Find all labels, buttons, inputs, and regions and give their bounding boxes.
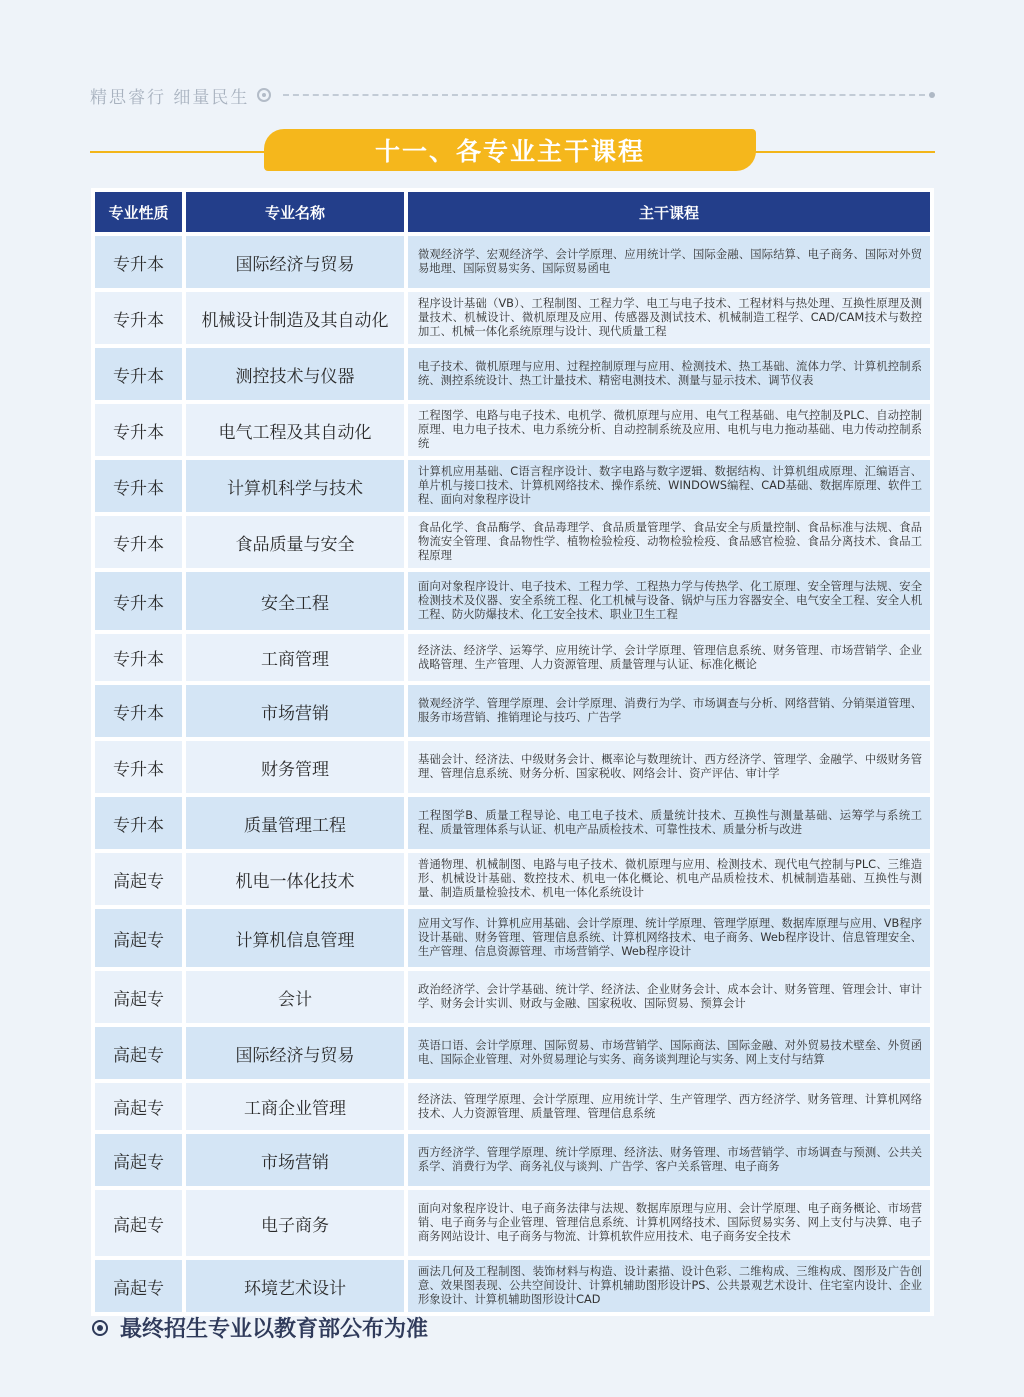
cell-courses: 程序设计基础（VB）、工程制图、工程力学、电工与电子技术、工程材料与热处理、互换性原理及测量技术、机械设计、微机原理及应用、传感器及测试技术、机械制造工程学、CAD/CAM技术与数控加工、机械一体化系统原理与设计、现代质量工程 bbox=[408, 292, 930, 344]
cell-major: 食品质量与安全 bbox=[186, 516, 404, 568]
cell-major: 机械设计制造及其自动化 bbox=[186, 292, 404, 344]
cell-courses: 计算机应用基础、C语言程序设计、数字电路与数字逻辑、数据结构、计算机组成原理、汇编语言、单片机与接口技术、计算机网络技术、操作系统、WINDOWS编程、CAD基础、数据库原理、软件工程、面向对象程序设计 bbox=[408, 460, 930, 512]
header-courses: 主干课程 bbox=[408, 192, 930, 232]
cell-courses: 普通物理、机械制图、电路与电子技术、微机原理与应用、检测技术、现代电气控制与PLC、三维造形、机械设计基础、数控技术、机电一体化概论、机电产品质检技术、机械制造基础、互换性与测量、制造质量检验技术、机电一体化系统设计 bbox=[408, 853, 930, 905]
cell-courses: 工程图学、电路与电子技术、电机学、微机原理与应用、电气工程基础、电气控制及PLC、自动控制原理、电力电子技术、电力系统分析、自动控制系统及应用、电机与电力拖动基础、电力传动控制系统 bbox=[408, 404, 930, 456]
cell-courses: 应用文写作、计算机应用基础、会计学原理、统计学原理、管理学原理、数据库原理与应用、VB程序设计基础、财务管理、管理信息系统、计算机网络技术、电子商务、Web程序设计、信息管理安全、生产管理、信息资源管理、市场营销学、Web程序设计 bbox=[408, 909, 930, 967]
dashed-divider bbox=[283, 94, 925, 96]
cell-type: 专升本 bbox=[95, 572, 182, 630]
table-row bbox=[95, 292, 930, 344]
cell-type: 专升本 bbox=[95, 741, 182, 793]
table-row bbox=[95, 1190, 930, 1256]
cell-type: 高起专 bbox=[95, 909, 182, 967]
cell-courses: 英语口语、会计学原理、国际贸易、市场营销学、国际商法、国际金融、对外贸易技术壁垒、外贸函电、国际企业管理、对外贸易理论与实务、商务谈判理论与实务、网上支付与结算 bbox=[408, 1027, 930, 1079]
cell-type: 高起专 bbox=[95, 1083, 182, 1130]
cell-major: 市场营销 bbox=[186, 685, 404, 737]
cell-courses: 经济法、经济学、运筹学、应用统计学、会计学原理、管理信息系统、财务管理、市场营销学、企业战略管理、生产管理、人力资源管理、质量管理与认证、标准化概论 bbox=[408, 634, 930, 681]
cell-major: 电气工程及其自动化 bbox=[186, 404, 404, 456]
table-row bbox=[95, 971, 930, 1023]
table-row bbox=[95, 909, 930, 967]
course-table bbox=[91, 188, 934, 1316]
cell-major: 工商企业管理 bbox=[186, 1083, 404, 1130]
cell-courses: 微观经济学、管理学原理、会计学原理、消费行为学、市场调查与分析、网络营销、分销渠道管理、服务市场营销、推销理论与技巧、广告学 bbox=[408, 685, 930, 737]
cell-type: 高起专 bbox=[95, 1027, 182, 1079]
cell-major: 计算机信息管理 bbox=[186, 909, 404, 967]
cell-type: 高起专 bbox=[95, 1134, 182, 1186]
cell-type: 专升本 bbox=[95, 404, 182, 456]
cell-major: 财务管理 bbox=[186, 741, 404, 793]
table-row bbox=[95, 685, 930, 737]
cell-major: 国际经济与贸易 bbox=[186, 1027, 404, 1079]
cell-type: 高起专 bbox=[95, 1260, 182, 1312]
cell-courses: 食品化学、食品酶学、食品毒理学、食品质量管理学、食品安全与质量控制、食品标准与法规、食品物流安全管理、食品物性学、植物检验检疫、动物检验检疫、食品感官检验、食品分离技术、食品工程原理 bbox=[408, 516, 930, 568]
header-line bbox=[90, 80, 935, 110]
cell-major: 机电一体化技术 bbox=[186, 853, 404, 905]
table-row bbox=[95, 572, 930, 630]
table-row bbox=[95, 348, 930, 400]
header-major: 专业名称 bbox=[186, 192, 404, 232]
table-row bbox=[95, 460, 930, 512]
cell-courses: 基础会计、经济法、中级财务会计、概率论与数理统计、西方经济学、管理学、金融学、中级财务管理、管理信息系统、财务分析、国家税收、网络会计、资产评估、审计学 bbox=[408, 741, 930, 793]
cell-type: 高起专 bbox=[95, 853, 182, 905]
cell-courses: 工程图学B、质量工程导论、电工电子技术、质量统计技术、互换性与测量基础、运筹学与系统工程、质量管理体系与认证、机电产品质检技术、可靠性技术、质量分析与改进 bbox=[408, 797, 930, 849]
cell-courses: 政治经济学、会计学基础、统计学、经济法、企业财务会计、成本会计、财务管理、管理会计、审计学、财务会计实训、财政与金融、国家税收、国际贸易、预算会计 bbox=[408, 971, 930, 1023]
footnote-text: 最终招生专业以教育部公布为准 bbox=[120, 1317, 429, 1342]
cell-major: 电子商务 bbox=[186, 1190, 404, 1256]
cell-type: 专升本 bbox=[95, 797, 182, 849]
cell-type: 专升本 bbox=[95, 348, 182, 400]
table-row bbox=[95, 404, 930, 456]
cell-courses: 画法几何及工程制图、装饰材料与构造、设计素描、设计色彩、二维构成、三维构成、图形及广告创意、效果图表现、公共空间设计、计算机辅助图形设计PS、公共景观艺术设计、住宅室内设计、企业形象设计、计算机辅助图形设计CAD bbox=[408, 1260, 930, 1312]
cell-major: 计算机科学与技术 bbox=[186, 460, 404, 512]
cell-major: 环境艺术设计 bbox=[186, 1260, 404, 1312]
table-row bbox=[95, 516, 930, 568]
cell-major: 工商管理 bbox=[186, 634, 404, 681]
cell-major: 质量管理工程 bbox=[186, 797, 404, 849]
cell-courses: 西方经济学、管理学原理、统计学原理、经济法、财务管理、市场营销学、市场调查与预测、公共关系学、消费行为学、商务礼仪与谈判、广告学、客户关系管理、电子商务 bbox=[408, 1134, 930, 1186]
cell-courses: 面向对象程序设计、电子商务法律与法规、数据库原理与应用、会计学原理、电子商务概论、市场营销、电子商务与企业管理、管理信息系统、计算机网络技术、国际贸易实务、网上支付与决算、电子商务网站设计、电子商务与物流、计算机软件应用技术、电子商务安全技术 bbox=[408, 1190, 930, 1256]
table-row bbox=[95, 1027, 930, 1079]
cell-major: 测控技术与仪器 bbox=[186, 348, 404, 400]
table-row bbox=[95, 634, 930, 681]
table-row bbox=[95, 741, 930, 793]
cell-major: 市场营销 bbox=[186, 1134, 404, 1186]
section-title: 十一、各专业主干课程 bbox=[264, 129, 756, 171]
table-row bbox=[95, 1134, 930, 1186]
cell-major: 安全工程 bbox=[186, 572, 404, 630]
cell-type: 专升本 bbox=[95, 685, 182, 737]
header-type: 专业性质 bbox=[95, 192, 182, 232]
cell-type: 专升本 bbox=[95, 292, 182, 344]
cell-courses: 面向对象程序设计、电子技术、工程力学、工程热力学与传热学、化工原理、安全管理与法规、安全检测技术及仪器、安全系统工程、化工机械与设备、锅炉与压力容器安全、电气安全工程、安全人机工程、防火防爆技术、化工安全技术、职业卫生工程 bbox=[408, 572, 930, 630]
table-row bbox=[95, 1083, 930, 1130]
table-header-row bbox=[95, 192, 930, 232]
course-table-wrapper bbox=[91, 188, 934, 1316]
cell-type: 专升本 bbox=[95, 634, 182, 681]
table-row bbox=[95, 853, 930, 905]
cell-major: 会计 bbox=[186, 971, 404, 1023]
cell-type: 专升本 bbox=[95, 236, 182, 288]
bullet-circle-icon bbox=[92, 1320, 108, 1336]
table-row bbox=[95, 797, 930, 849]
header-slogan: 精思睿行 细量民生 bbox=[90, 87, 250, 108]
cell-major: 国际经济与贸易 bbox=[186, 236, 404, 288]
cell-courses: 电子技术、微机原理与应用、过程控制原理与应用、检测技术、热工基础、流体力学、计算机控制系统、测控系统设计、热工计量技术、精密电测技术、测量与显示技术、调节仪表 bbox=[408, 348, 930, 400]
cell-type: 高起专 bbox=[95, 1190, 182, 1256]
cell-courses: 微观经济学、宏观经济学、会计学原理、应用统计学、国际金融、国际结算、电子商务、国际对外贸易地理、国际贸易实务、国际贸易函电 bbox=[408, 236, 930, 288]
cell-type: 专升本 bbox=[95, 460, 182, 512]
footnote bbox=[92, 1312, 428, 1343]
circle-icon bbox=[257, 88, 271, 102]
table-row bbox=[95, 1260, 930, 1312]
table-row bbox=[95, 236, 930, 288]
dot-icon bbox=[929, 92, 935, 98]
cell-type: 高起专 bbox=[95, 971, 182, 1023]
cell-type: 专升本 bbox=[95, 516, 182, 568]
cell-courses: 经济法、管理学原理、会计学原理、应用统计学、生产管理学、西方经济学、财务管理、计算机网络技术、人力资源管理、质量管理、管理信息系统 bbox=[408, 1083, 930, 1130]
